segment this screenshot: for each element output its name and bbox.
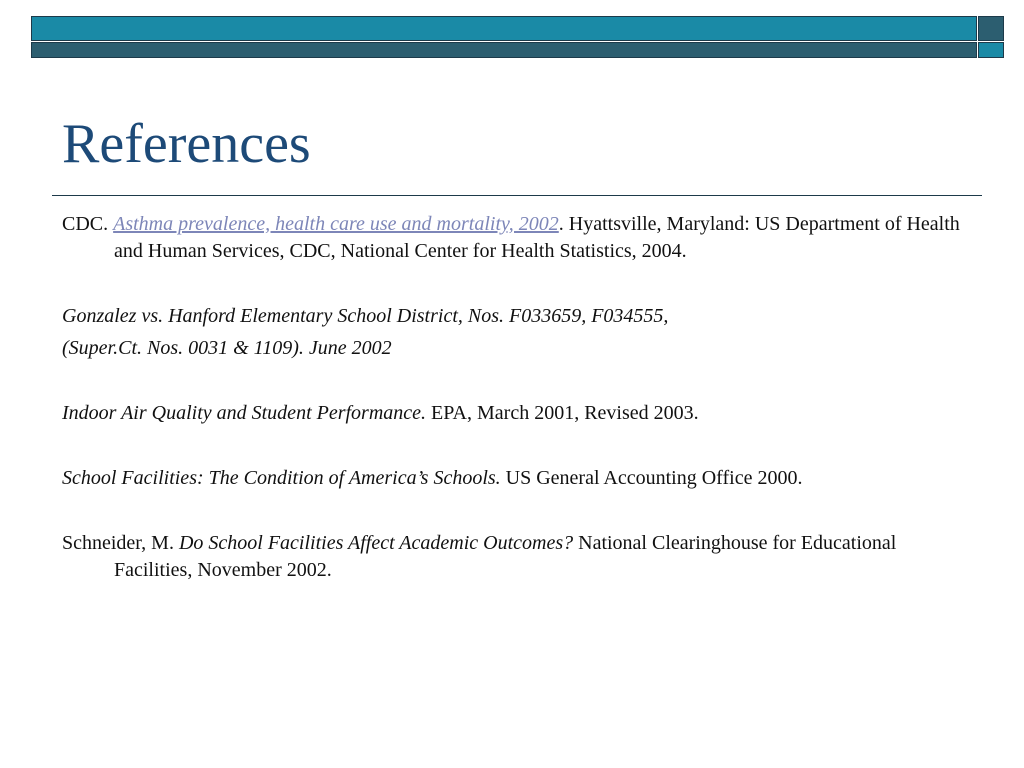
reference-indoor-air: [62, 400, 962, 427]
reference-title: Do School Facilities Affect Academic Outcomes?: [178, 532, 574, 554]
header-bar-top: [31, 16, 977, 41]
header-square-top: [978, 16, 1004, 41]
title-divider: [52, 195, 982, 196]
reference-details: . Hyattsville, Maryland: US Department of Health and Human Services, CDC, National Center for Health Statistics, 2004.: [114, 213, 960, 262]
reference-gonzalez-line2: (Super.Ct. Nos. 0031 & 1109). June 2002: [62, 337, 392, 359]
reference-title: School Facilities: The Condition of America’s Schools.: [62, 467, 501, 489]
reference-title: Indoor Air Quality and Student Performance.: [62, 402, 427, 424]
reference-author: CDC.: [62, 213, 109, 235]
header-bar-bottom: [31, 42, 977, 58]
reference-details: US General Accounting Office 2000.: [500, 467, 803, 489]
reference-author: Schneider, M.: [62, 532, 179, 554]
references-list: [62, 211, 962, 584]
slide-title: References: [62, 113, 311, 175]
header-square-bottom: [978, 42, 1004, 58]
reference-details: National Clearinghouse for Educational Facilities, November 2002.: [114, 532, 897, 581]
reference-cdc: [62, 211, 962, 265]
reference-schneider: [62, 530, 962, 584]
reference-school-facilities: [62, 465, 962, 492]
reference-link-asthma[interactable]: Asthma prevalence, health care use and mortality, 2002: [113, 213, 559, 235]
reference-gonzalez-line1: Gonzalez vs. Hanford Elementary School District, Nos. F033659, F034555,: [62, 305, 669, 327]
reference-details: EPA, March 2001, Revised 2003.: [426, 402, 699, 424]
